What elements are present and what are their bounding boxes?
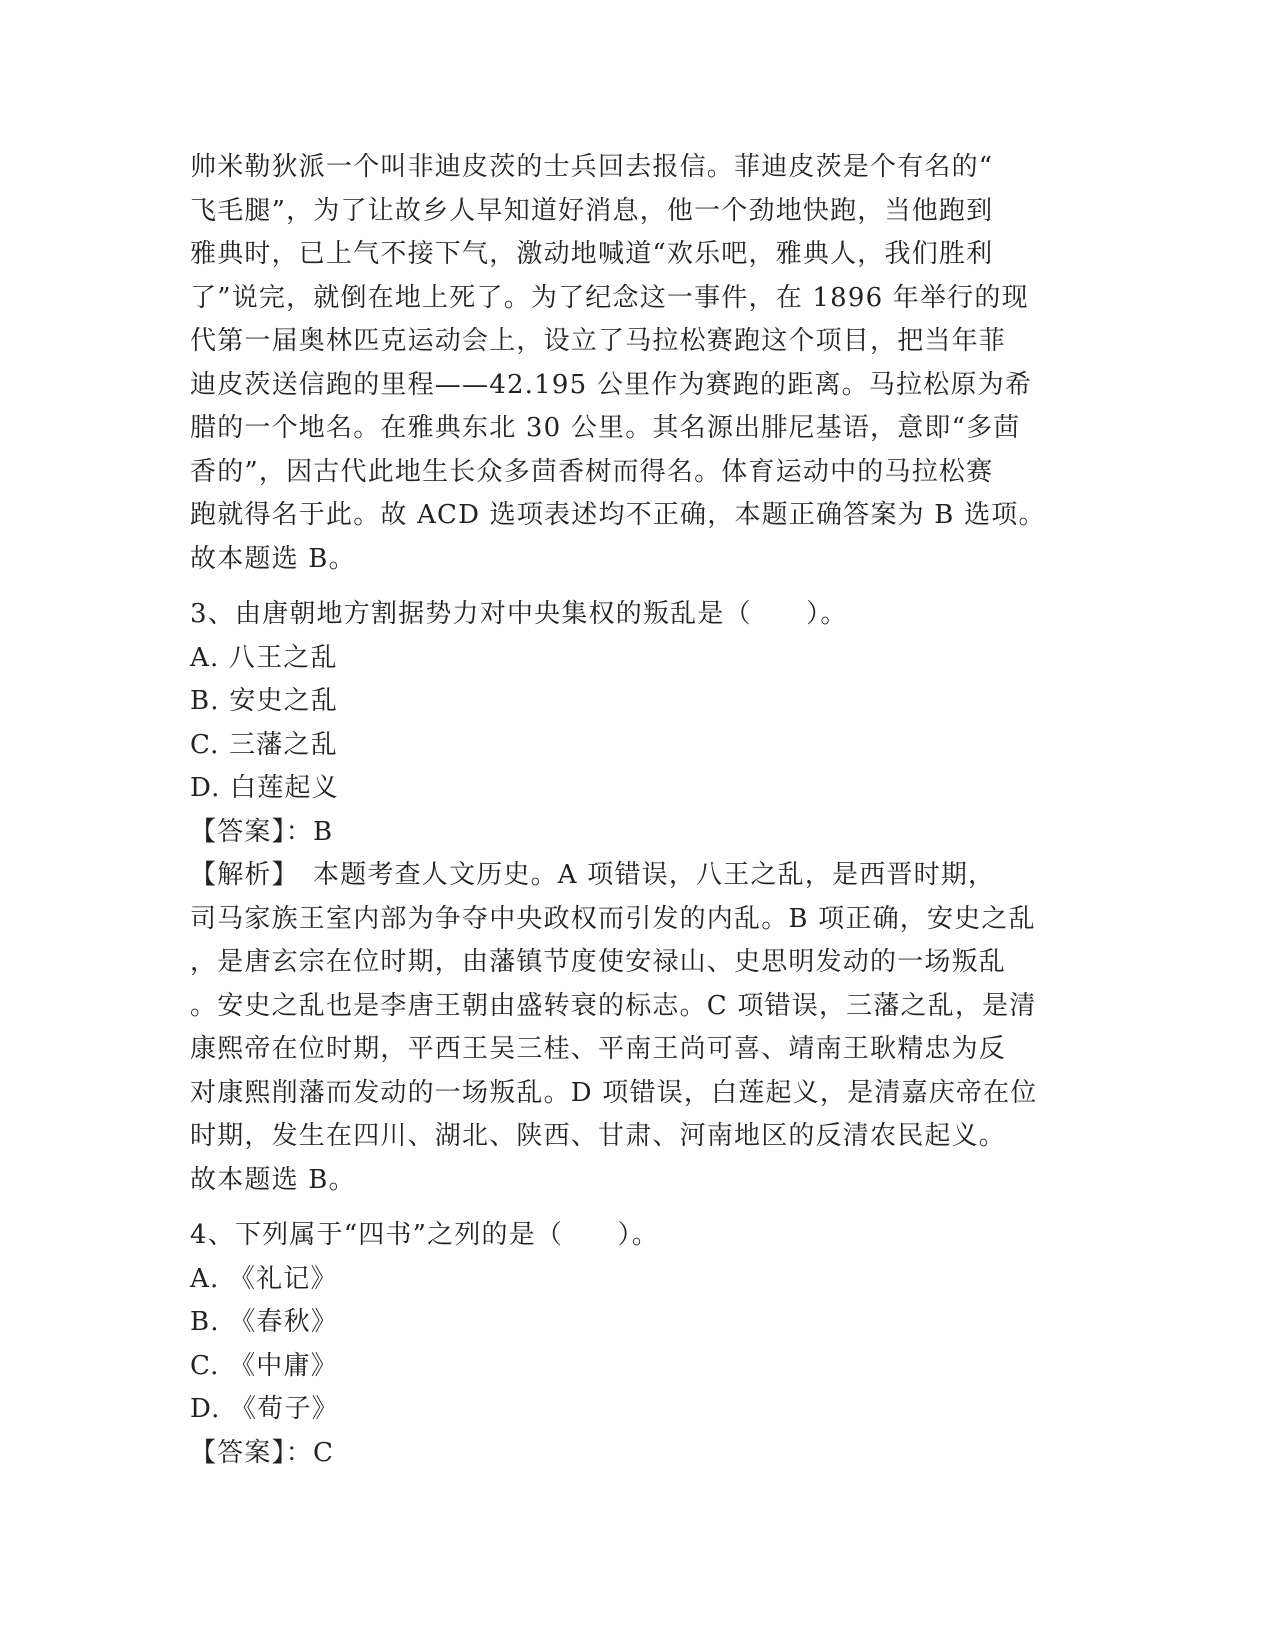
analysis-line: 对康熙削藩而发动的一场叛乱。D 项错误，白莲起义，是清嘉庆帝在位 — [190, 1077, 1038, 1108]
document-page — [190, 146, 1090, 1475]
analysis-line: 时期，发生在四川、湖北、陕西、甘肃、河南地区的反清农民起义。 — [190, 1121, 1007, 1151]
text-line: 代第一届奥林匹克运动会上，设立了马拉松赛跑这个项目，把当年菲 — [190, 326, 1007, 356]
text-line: 帅米勒狄派一个叫非迪皮茨的士兵回去报信。菲迪皮茨是个有名的“ — [190, 152, 994, 182]
option-b: B. 《春秋》 — [190, 1307, 339, 1337]
question-stem: 4、下列属于“四书”之列的是（ ）。 — [190, 1220, 659, 1250]
analysis-line: 司马家族王室内部为争夺中央政权而引发的内乱。B 项正确，安史之乱 — [190, 903, 1036, 934]
option-d: D. 《荀子》 — [190, 1394, 339, 1424]
text-line: 香的”，因古代此地生长众多茴香树而得名。体育运动中的马拉松赛 — [190, 456, 994, 487]
option-a: A. 《礼记》 — [190, 1263, 338, 1294]
option-c: C. 三藩之乱 — [190, 729, 338, 760]
analysis-line: 。安史之乱也是李唐王朝由盛转衰的标志。C 项错误，三藩之乱，是清 — [190, 990, 1037, 1021]
text-line: 跑就得名于此。故 ACD 选项表述均不正确，本题正确答案为 B 选项。 — [190, 500, 1046, 530]
answer-line: 【答案】：C — [190, 1437, 335, 1468]
text-line: 腊的一个地名。在雅典东北 30 公里。其名源出腓尼基语，意即“多茴 — [190, 413, 1021, 443]
analysis-line: ，是唐玄宗在位时期，由藩镇节度使安禄山、史思明发动的一场叛乱 — [190, 947, 1007, 977]
analysis-line: 康熙帝在位时期，平西王吴三桂、平南王尚可喜、靖南王耿精忠为反 — [190, 1034, 1007, 1064]
text-line: 飞毛腿”，为了让故乡人早知道好消息，他一个劲地快跑，当他跑到 — [190, 195, 994, 226]
option-c: C. 《中庸》 — [190, 1350, 338, 1381]
analysis-line: 故本题选 B。 — [190, 1164, 356, 1195]
text-line: 了”说完，就倒在地上死了。为了纪念这一事件，在 1896 年举行的现 — [190, 282, 1029, 313]
text-line: 雅典时，已上气不接下气，激动地喊道“欢乐吧，雅典人，我们胜利 — [190, 239, 994, 269]
text-line: 故本题选 B。 — [190, 543, 356, 574]
question-stem: 3、由唐朝地方割据势力对中央集权的叛乱是（ ）。 — [190, 599, 848, 629]
analysis-line: 【解析】 本题考查人文历史。A 项错误，八王之乱，是西晋时期， — [190, 860, 996, 890]
option-a: A. 八王之乱 — [190, 642, 338, 673]
text-line: 迪皮茨送信跑的里程——42.195 公里作为赛跑的距离。马拉松原为希 — [190, 369, 1033, 400]
question-4 — [190, 1214, 1090, 1475]
question-3 — [190, 593, 1090, 1202]
explanation-continued — [190, 146, 1090, 581]
option-d: D. 白莲起义 — [190, 773, 339, 803]
answer-line: 【答案】：B — [190, 816, 334, 847]
option-b: B. 安史之乱 — [190, 686, 339, 716]
